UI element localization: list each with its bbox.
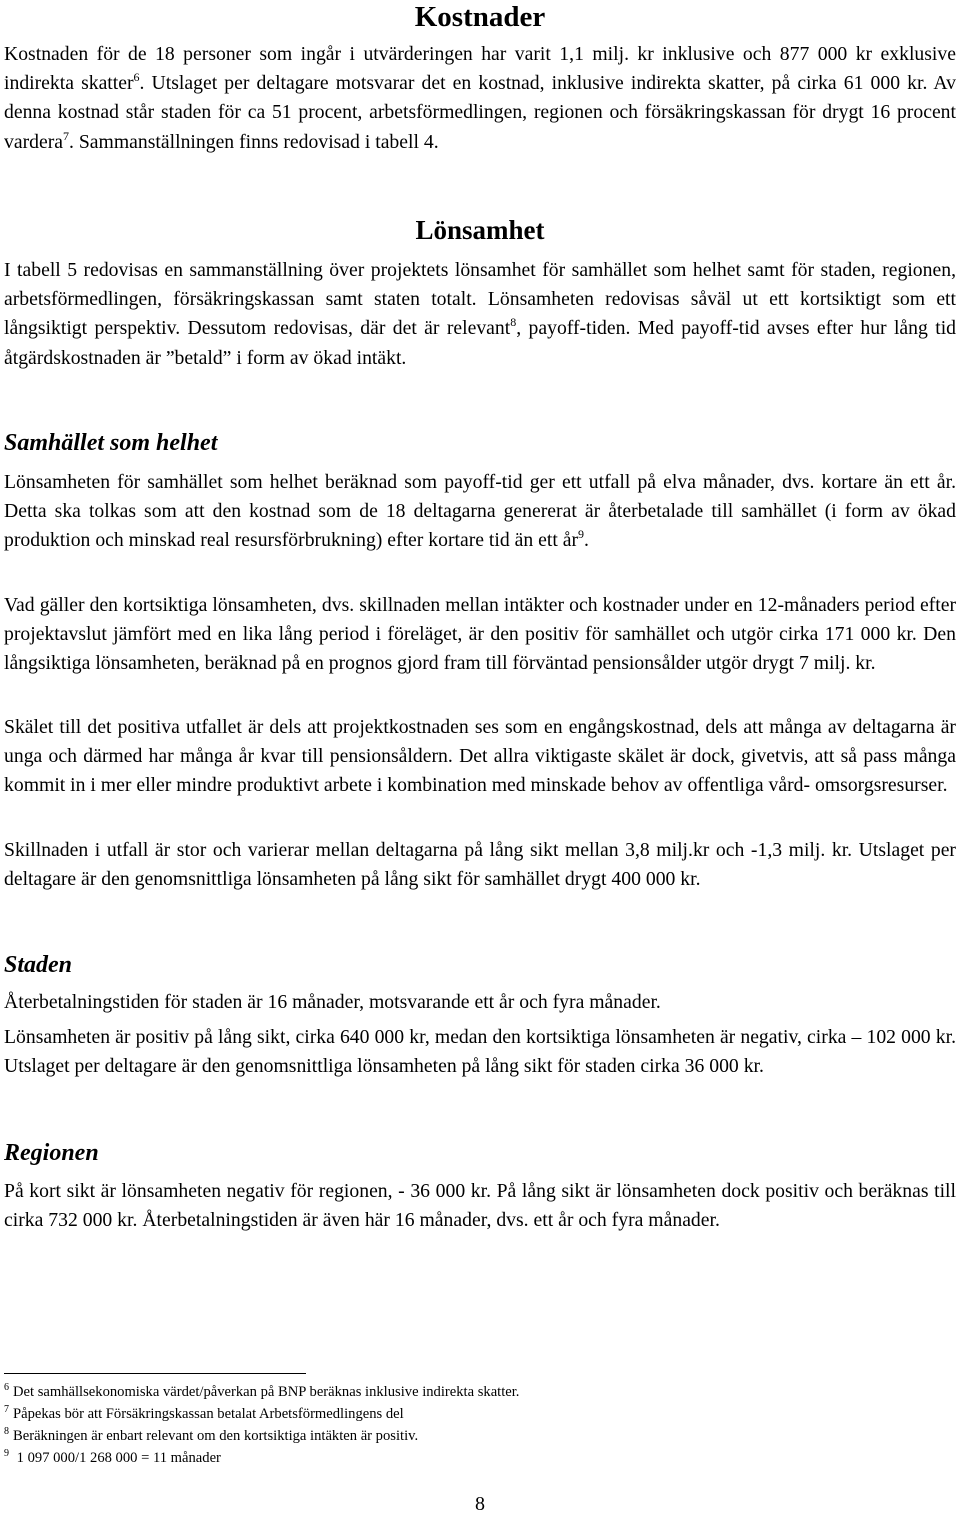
footnote-number: 6 [4,1382,9,1393]
paragraph-staden-2: Lönsamheten är positiv på lång sikt, cirka 640 000 kr, medan den kortsiktiga lönsamheten är negativ, cirka – 102 000 kr. Utslaget per deltagare är den genomsnittliga lönsamheten på lång sikt för staden cirka 36 000 kr. [4,1026,956,1078]
paragraph-samhallet-2: Vad gäller den kortsiktiga lönsamheten, dvs. skillnaden mellan intäkter och kostnader under en 12-månaders period efter projektavslut jämfört med en lika lång period i föreläget, är den positiv för samhället och utgör cirka 171 000 kr. Den långsiktiga lönsamheten, beräknad på en prognos gjord fram till förväntad pensionsålder utgör drygt 7 milj. kr. [4,594,956,675]
text-segment: . Sammanställningen finns redovisad i tabell 4. [69,130,439,153]
footnote-6 [4,1383,904,1401]
footnote-text: Påpekas bör att Försäkringskassan betalat Arbetsförmedlingens del [13,1406,404,1422]
footnote-number: 7 [4,1404,9,1415]
paragraph-regionen: På kort sikt är lönsamheten negativ för regionen, - 36 000 kr. På lång sikt är lönsamheten dock positiv och beräknas till cirka 732 000 kr. Återbetalningstiden är även här 16 månader, dvs. ett år och fyra månader. [4,1180,956,1232]
heading-regionen: Regionen [4,1140,99,1166]
text-segment: . [584,529,589,552]
text-segment: Lönsamheten för samhället som helhet beräknad som payoff-tid ger ett utfall på elva månader, dvs. kortare än ett år. Detta ska tolkas som att den kostnad som de 18 deltagarna genererat är återbetalade till samhället (i form av ökad produktion och minskad real resursförbrukning) efter kortare tid än ett år [4,471,956,552]
paragraph-samhallet-4: Skillnaden i utfall är stor och varierar mellan deltagarna på lång sikt mellan 3,8 milj.kr och -1,3 milj. kr. Utslaget per deltagare är den genomsnittliga lönsamheten på lång sikt för samhället drygt 400 000 kr. [4,839,956,891]
footnote-9 [4,1449,904,1467]
heading-lonsamhet: Lönsamhet [415,215,545,245]
heading-staden: Staden [4,952,73,978]
footnote-ref-6[interactable]: 6 [133,70,140,85]
text-segment: I tabell 5 redovisas en sammanställning över projektets lönsamhet för samhället som helhet samt för staden, regionen, arbetsförmedlingen, försäkringskassan samt staten totalt. Lönsamheten redovisas såväl ut ett kortsiktigt som ett långsiktigt perspektiv. Dessutom redovisas, där det är relevant [4,259,956,340]
text-segment: , payoff-tiden. Med payoff-tid avses efter hur lång tid åtgärdskostnaden är ”betald” i form av ökad intäkt. [4,317,957,369]
text-segment: Kostnaden för de 18 personer som ingår i utvärderingen har varit 1,1 milj. kr inklusive och 877 000 kr exklusive indirekta skatter [4,43,956,95]
footnote-7 [4,1405,904,1423]
footnote-number: 9 [4,1448,9,1459]
footnote-text: Det samhällsekonomiska värdet/påverkan på BNP beräknas inklusive indirekta skatter. [13,1384,520,1400]
paragraph-samhallet-1 [4,468,956,556]
footnote-text: Beräkningen är enbart relevant om den kortsiktiga intäkten är positiv. [13,1428,419,1444]
footnote-ref-8[interactable]: 8 [510,315,517,330]
paragraph-lonsamhet [4,256,956,373]
paragraph-kostnader [4,40,956,157]
heading-samhallet-som-helhet: Samhället som helhet [4,430,218,456]
paragraph-staden-1: Återbetalningstiden för staden är 16 månader, motsvarande ett år och fyra månader. [4,991,661,1013]
footnote-ref-9[interactable]: 9 [578,527,585,542]
footnote-divider [4,1373,306,1374]
footnote-text: 1 097 000/1 268 000 = 11 månader [13,1450,221,1466]
heading-kostnader: Kostnader [414,1,546,33]
page-number: 8 [475,1493,485,1515]
footnote-number: 8 [4,1426,9,1437]
paragraph-samhallet-3: Skälet till det positiva utfallet är dels att projektkostnaden ses som en engångskostnad, dels att många av deltagarna är unga och därmed har många år kvar till pensionsåldern. Det allra viktigaste skälet är dock, givetvis, att så pass många kommit in i mer eller mindre produktivt arbete i kombination med minskade behov av offentliga vård- omsorgsresurser. [4,716,956,797]
footnote-ref-7[interactable]: 7 [63,128,70,143]
text-segment: . Utslaget per deltagare motsvarar det en kostnad, inklusive indirekta skatter, på cirka 61 000 kr. Av denna kostnad står staden för ca 51 procent, arbetsförmedlingen, regionen och försäkringskassan för drygt 16 procent vardera [4,72,956,153]
footnote-8 [4,1427,904,1445]
